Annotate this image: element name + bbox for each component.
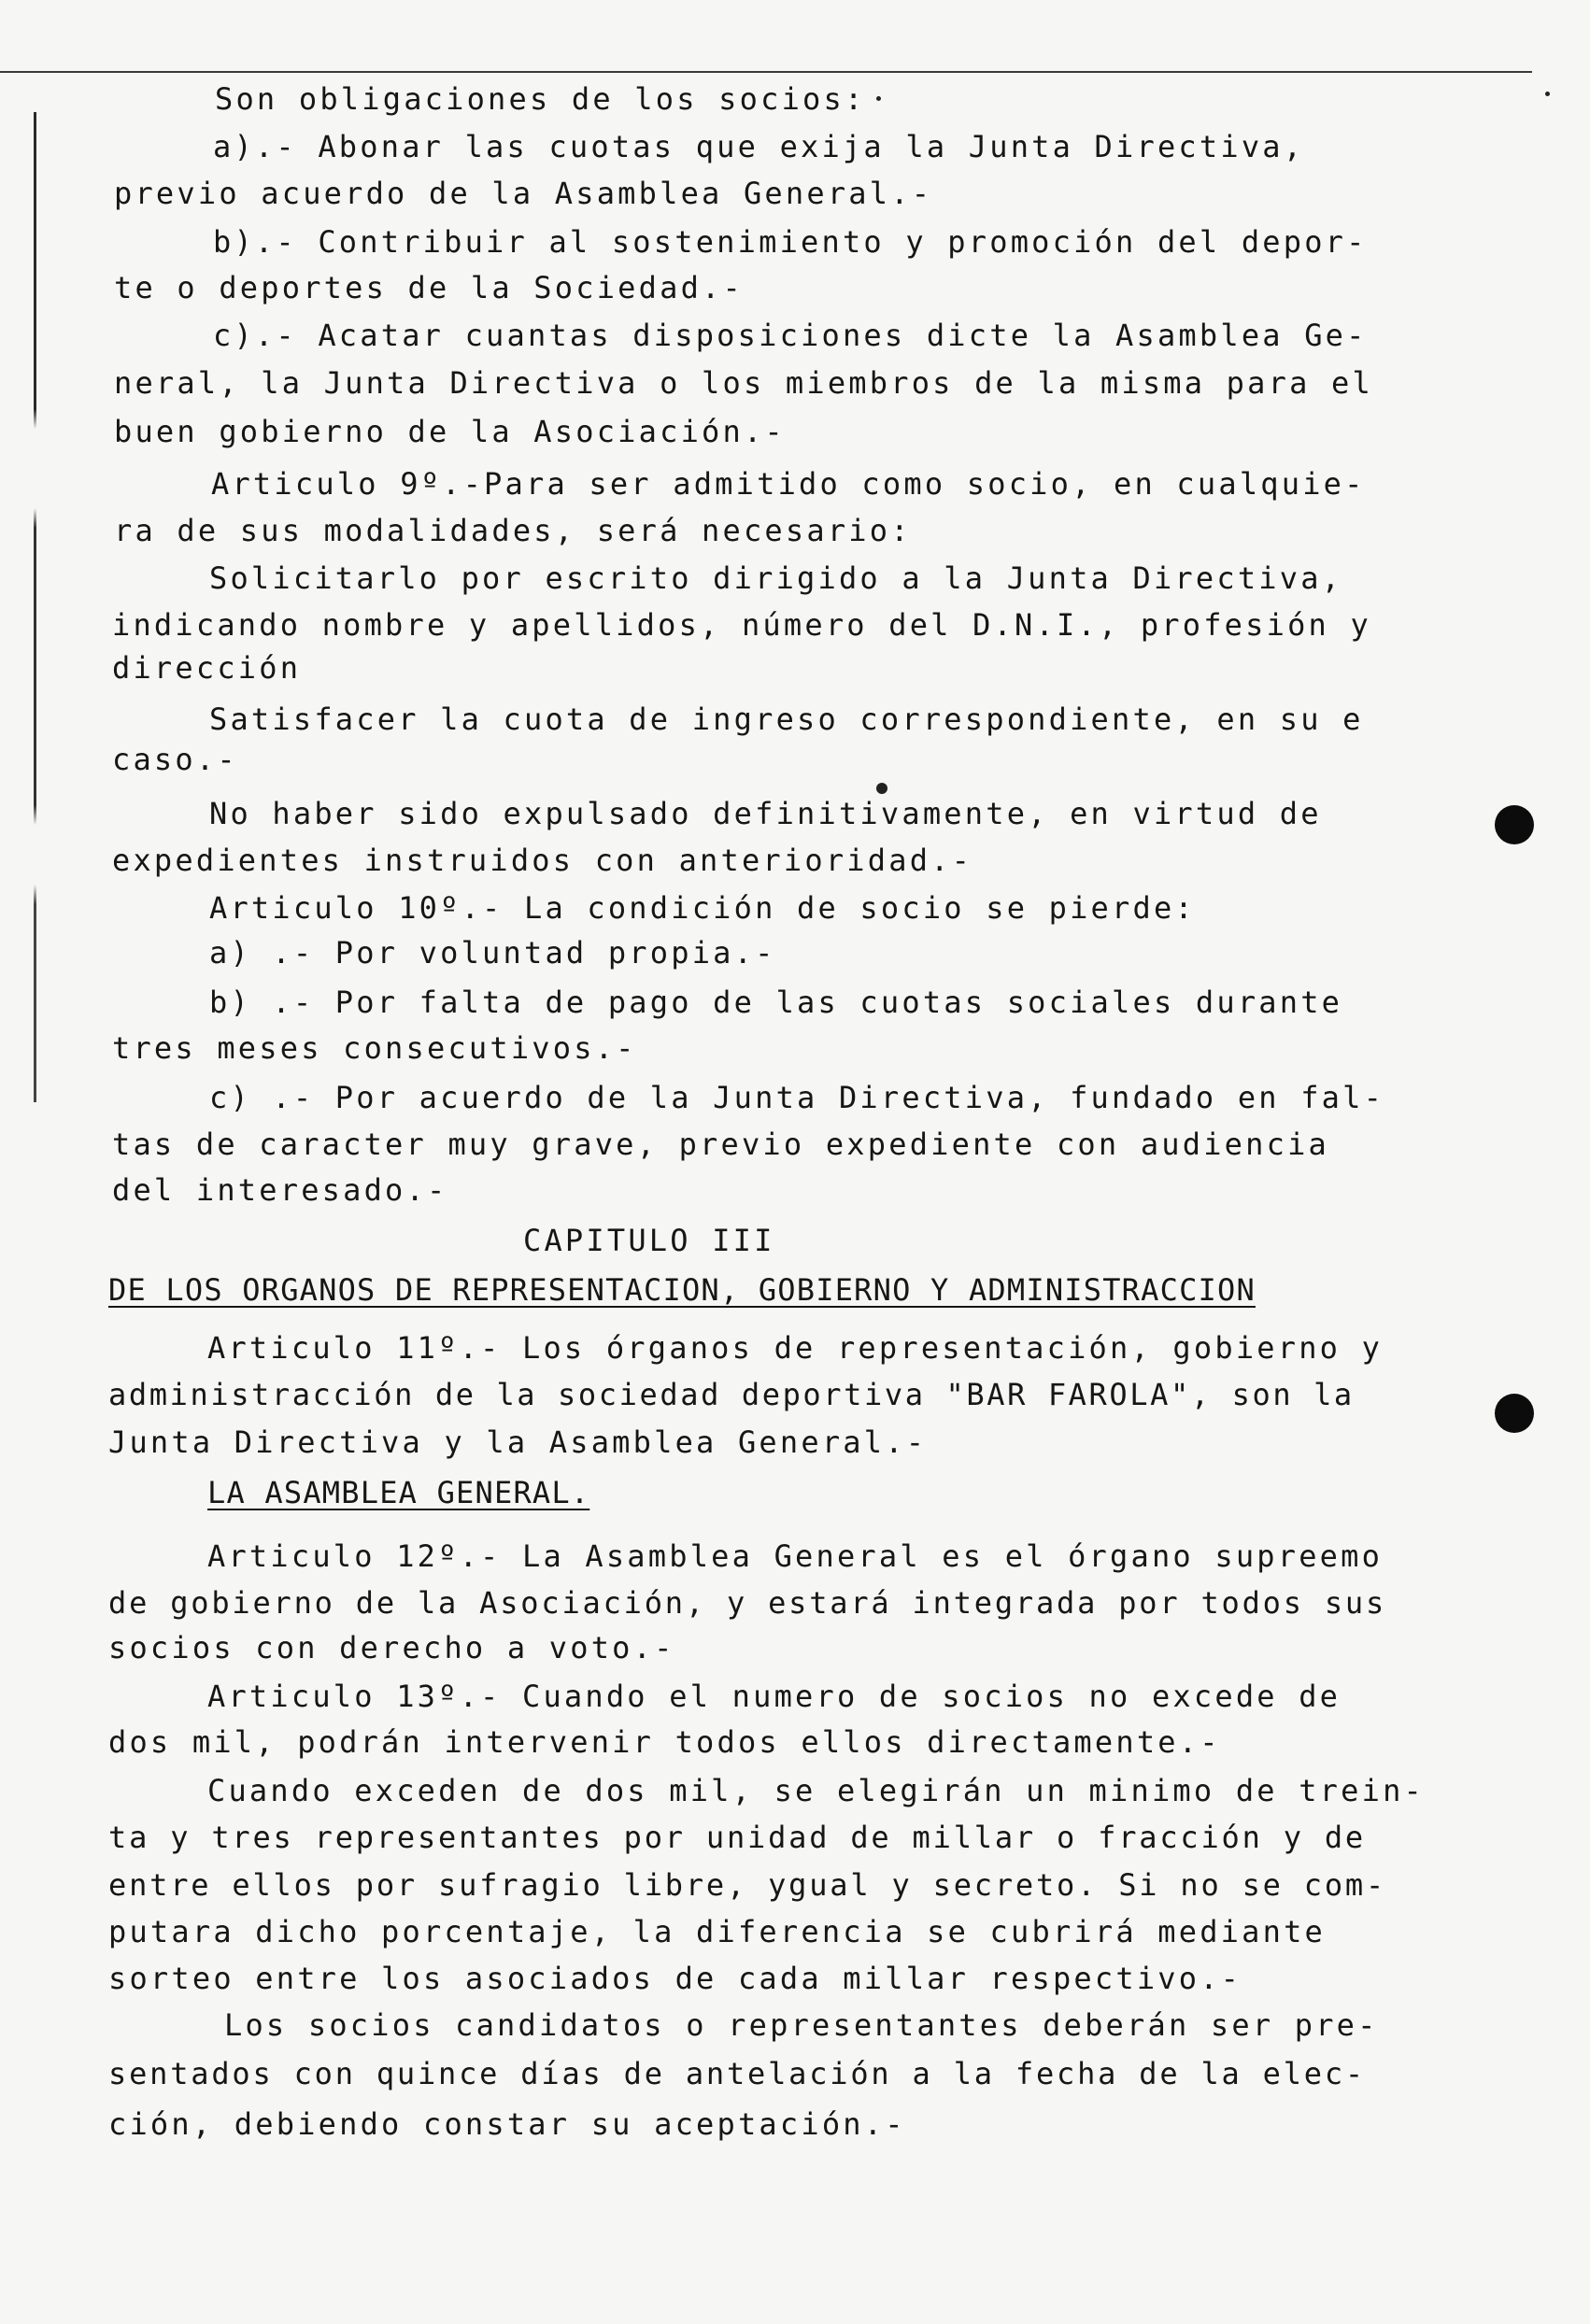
text-line: buen gobierno de la Asociación.- — [114, 414, 786, 449]
punch-hole-upper — [1495, 805, 1534, 844]
text-line: Articulo 9º.-Para ser admitido como socio, en cualquie- — [211, 466, 1366, 502]
text-line: socios con derecho a voto.- — [108, 1630, 675, 1665]
text-line: administracción de la sociedad deportiva "BAR FAROLA", son la — [108, 1377, 1355, 1412]
text-line: a).- Abonar las cuotas que exija la Junta Directiva, — [213, 129, 1305, 164]
top-rule — [0, 71, 1532, 73]
text-line: ción, debiendo constar su aceptación.- — [108, 2106, 906, 2142]
text-line: neral, la Junta Directiva o los miembros de la misma para el — [114, 365, 1373, 401]
text-line: caso.- — [112, 742, 238, 777]
text-line: previo acuerdo de la Asamblea General.- — [114, 176, 933, 211]
text-line: del interesado.- — [112, 1172, 448, 1208]
text-line: sentados con quince días de antelación a la fecha de la elec- — [108, 2056, 1367, 2091]
text-line: a) .- Por voluntad propia.- — [209, 935, 776, 971]
text-line: b).- Contribuir al sostenimiento y promoción del depor- — [213, 224, 1368, 260]
text-line: te o deportes de la Sociedad.- — [114, 270, 744, 305]
text-line: tas de caracter muy grave, previo expediente con audiencia — [112, 1127, 1330, 1162]
text-line: c) .- Por acuerdo de la Junta Directiva, fundado en fal- — [209, 1080, 1385, 1115]
ink-speck — [876, 783, 887, 794]
text-line: No haber sido expulsado definitivamente, en virtud de — [209, 796, 1322, 831]
chapter-subheading: DE LOS ORGANOS DE REPRESENTACION, GOBIERNO Y ADMINISTRACCION — [108, 1272, 1256, 1308]
text-line: Articulo 11º.- Los órganos de representación, gobierno y — [207, 1330, 1384, 1366]
text-line: Articulo 10º.- La condición de socio se pierde: — [209, 890, 1196, 926]
margin-line — [34, 112, 36, 1102]
section-heading: LA ASAMBLEA GENERAL. — [207, 1475, 590, 1510]
text-line: Los socios candidatos o representantes deberán ser pre- — [224, 2007, 1379, 2043]
text-line: de gobierno de la Asociación, y estará integrada por todos sus — [108, 1585, 1387, 1621]
chapter-heading: CAPITULO III — [523, 1223, 775, 1258]
text-line: sorteo entre los asociados de cada millar respectivo.- — [108, 1961, 1242, 1996]
text-line: Articulo 13º.- Cuando el numero de socios no excede de — [207, 1679, 1342, 1714]
ink-speck — [1545, 92, 1550, 96]
text-line: Junta Directiva y la Asamblea General.- — [108, 1424, 928, 1460]
ink-speck — [876, 96, 881, 101]
text-line: Cuando exceden de dos mil, se elegirán un minimo de trein- — [207, 1773, 1426, 1808]
text-line: expedientes instruidos con anterioridad.- — [112, 843, 973, 878]
text-line: Solicitarlo por escrito dirigido a la Junta Directiva, — [209, 560, 1343, 596]
text-line: Son obligaciones de los socios: — [215, 81, 866, 117]
text-line: Satisfacer la cuota de ingreso correspondiente, en su e — [209, 701, 1364, 737]
text-line: putara dicho porcentaje, la diferencia se cubrirá mediante — [108, 1914, 1327, 1949]
text-line: ta y tres representantes por unidad de millar o fracción y de — [108, 1820, 1367, 1855]
text-line: entre ellos por sufragio libre, ygual y secreto. Si no se com- — [108, 1867, 1387, 1903]
text-line: dos mil, podrán intervenir todos ellos directamente.- — [108, 1724, 1221, 1760]
text-line: tres meses consecutivos.- — [112, 1030, 637, 1066]
text-line: dirección — [112, 650, 302, 686]
text-line: c).- Acatar cuantas disposiciones dicte la Asamblea Ge- — [213, 318, 1368, 353]
text-line: ra de sus modalidades, será necesario: — [114, 513, 912, 548]
punch-hole-lower — [1495, 1394, 1534, 1433]
text-line: indicando nombre y apellidos, número del D.N.I., profesión y — [112, 607, 1371, 643]
text-line: b) .- Por falta de pago de las cuotas sociales durante — [209, 985, 1343, 1020]
text-line: Articulo 12º.- La Asamblea General es el órgano supreemo — [207, 1538, 1384, 1574]
